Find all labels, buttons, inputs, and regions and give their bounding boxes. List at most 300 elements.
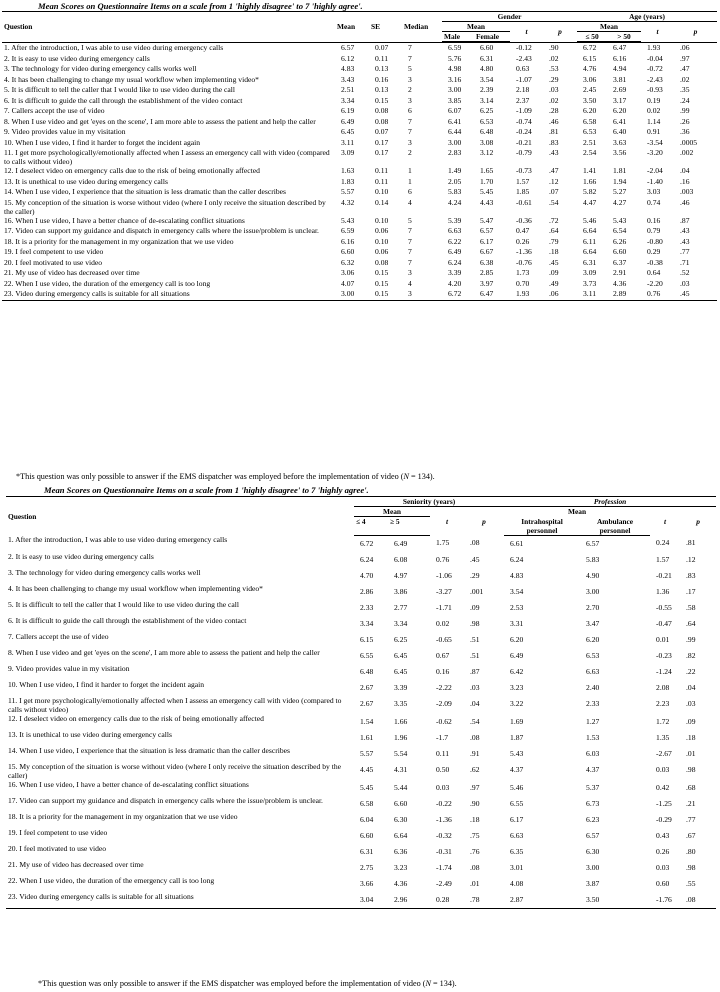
value-cell: .46 <box>549 116 559 126</box>
value-cell: 4.80 <box>480 64 494 73</box>
value-cell: -0.62 <box>436 716 452 726</box>
table-row <box>6 828 716 844</box>
value-cell: 2.37 <box>516 95 530 105</box>
value-cell: 2.39 <box>480 85 494 94</box>
value-cell: -0.38 <box>647 257 663 267</box>
value-cell: 6.72 <box>442 289 474 300</box>
value-cell: 1.83 <box>341 176 355 186</box>
value-cell: 3 <box>402 289 442 300</box>
value-cell: 3.86 <box>394 586 408 596</box>
value-cell: 6.45 <box>394 666 408 676</box>
value-cell: 6.54 <box>613 226 627 235</box>
value-cell: .68 <box>686 782 696 792</box>
t1-header-median: Median <box>402 12 442 42</box>
value-cell: -0.24 <box>516 127 532 136</box>
value-cell: 6.42 <box>510 666 524 676</box>
value-cell: 3.00 <box>335 289 369 300</box>
value-cell: -0.29 <box>656 814 672 824</box>
t2-header-prof-t: t <box>664 516 667 526</box>
value-cell: 4.37 <box>510 764 524 774</box>
value-cell: 3.03 <box>647 187 661 196</box>
question-cell: 12. I deselect video on emergency calls due to the risk of being emotionally affected <box>8 713 264 723</box>
t1-header-se: SE <box>369 12 402 42</box>
value-cell: 0.76 <box>641 289 674 300</box>
value-cell: .22 <box>686 666 696 676</box>
value-cell: 6.64 <box>583 226 597 235</box>
value-cell: 5.46 <box>510 782 524 792</box>
t1-footnote-n: N <box>403 472 409 481</box>
value-cell: 3.14 <box>480 95 494 105</box>
value-cell: 0.70 <box>516 278 530 288</box>
value-cell: .03 <box>549 85 559 94</box>
value-cell: 6.45 <box>394 650 408 660</box>
table-row <box>2 216 717 227</box>
value-cell: .09 <box>686 716 696 726</box>
value-cell: 5.43 <box>341 215 355 225</box>
value-cell: 1.85 <box>516 187 530 196</box>
table-row <box>6 714 716 730</box>
value-cell: 1.66 <box>583 176 597 186</box>
value-cell: .64 <box>686 618 696 628</box>
question-cell: 13. It is unethical to use video during emergency calls <box>4 176 168 186</box>
value-cell: .18 <box>549 247 559 256</box>
question-cell: 1. After the introduction, I was able to use video during emergency calls <box>8 535 228 544</box>
question-cell: 10. When I use video, I find it harder to forget the incident again <box>4 137 201 147</box>
value-cell: 6.59 <box>341 226 355 235</box>
value-cell: .03 <box>470 682 480 692</box>
t2-header-intra: Intrahospital personnel <box>504 517 580 536</box>
value-cell: .04 <box>686 682 696 692</box>
value-cell: -2.09 <box>436 698 452 708</box>
t2-footnote-end: = 134). <box>430 979 457 988</box>
value-cell: 3.22 <box>510 698 524 708</box>
value-cell: 0.24 <box>656 538 670 547</box>
value-cell: -1.06 <box>436 570 452 580</box>
value-cell: 0.13 <box>375 64 389 73</box>
value-cell: 1.14 <box>647 116 661 126</box>
value-cell: 5.27 <box>613 187 627 196</box>
value-cell: 7 <box>408 236 412 246</box>
value-cell: 1 <box>408 176 412 186</box>
question-cell: 14. When I use video, I experience that the situation is less dramatic than the caller describes <box>8 745 290 755</box>
t1-header-age: Age (years) <box>577 12 717 22</box>
value-cell: -1.7 <box>436 732 449 742</box>
value-cell: 3.34 <box>360 618 374 628</box>
question-cell: 17. Video can support my guidance and dispatch in emergency calls where the issue/problem is unclear. <box>4 226 319 235</box>
value-cell: 4 <box>408 197 412 207</box>
value-cell: 2.85 <box>480 268 494 277</box>
value-cell: 6.55 <box>360 650 374 660</box>
value-cell: .04 <box>680 166 690 175</box>
value-cell: 6.38 <box>480 257 494 267</box>
value-cell: 2.69 <box>613 85 627 94</box>
value-cell: 4.07 <box>341 278 355 288</box>
value-cell: 2.77 <box>394 602 408 612</box>
value-cell: 6.20 <box>586 634 600 644</box>
value-cell: -0.32 <box>436 830 452 840</box>
question-cell: 3. The technology for video during emergency calls works well <box>8 567 201 577</box>
table-row <box>2 247 717 258</box>
value-cell: 6.57 <box>586 830 600 840</box>
value-cell: 6.11 <box>583 236 597 246</box>
value-cell: 3.35 <box>394 698 408 708</box>
value-cell: 2.89 <box>607 289 641 300</box>
question-cell: 19. I feel competent to use video <box>4 247 104 256</box>
t2-header-sen-ge5: ≥ 5 <box>388 517 430 536</box>
table-row <box>6 844 716 860</box>
table2-footnote <box>38 979 457 988</box>
table-row <box>2 64 717 75</box>
table1-footnote <box>16 472 435 481</box>
value-cell: .98 <box>686 764 696 774</box>
value-cell: .78 <box>464 892 504 909</box>
value-cell: 3.23 <box>394 862 408 872</box>
value-cell: .08 <box>470 538 480 547</box>
value-cell: -1.71 <box>436 602 452 612</box>
value-cell: 3.11 <box>577 289 607 300</box>
table-row <box>6 568 716 584</box>
value-cell: 3.31 <box>510 618 524 628</box>
table-row <box>6 664 716 680</box>
value-cell: 6.44 <box>448 127 462 136</box>
question-cell: 4. It has been challenging to change my usual workflow when implementing video* <box>4 74 259 84</box>
value-cell: 5.43 <box>613 215 627 225</box>
value-cell: .12 <box>549 176 559 186</box>
value-cell: .18 <box>686 732 696 742</box>
value-cell: .99 <box>686 634 696 644</box>
value-cell: 2 <box>408 148 412 157</box>
question-cell: 9. Video provides value in my visitation <box>4 127 126 136</box>
question-cell: 22. When I use video, the duration of the emergency call is too long <box>8 875 215 885</box>
value-cell: 6.58 <box>583 116 597 126</box>
value-cell: 2.86 <box>360 586 374 596</box>
value-cell: 1.49 <box>448 166 462 175</box>
value-cell: 0.63 <box>516 64 530 73</box>
value-cell: 6.60 <box>480 43 494 52</box>
table2 <box>6 496 716 909</box>
value-cell: -0.21 <box>516 137 532 147</box>
value-cell: 2.51 <box>583 137 597 147</box>
question-cell: 9. Video provides value in my visitation <box>8 663 130 673</box>
value-cell: 0.15 <box>375 268 389 277</box>
t1-header-gender-t: t <box>525 27 528 37</box>
value-cell: 3.87 <box>586 878 600 888</box>
value-cell: .43 <box>680 236 690 246</box>
value-cell: .54 <box>549 197 559 207</box>
value-cell: 4.98 <box>448 64 462 73</box>
value-cell: 6.61 <box>510 538 524 548</box>
value-cell: 1.61 <box>360 732 374 742</box>
value-cell: 0.02 <box>436 618 450 628</box>
value-cell: .52 <box>680 268 690 277</box>
value-cell: -1.25 <box>656 798 672 808</box>
value-cell: .01 <box>686 748 696 758</box>
value-cell: .21 <box>686 798 696 808</box>
table-row <box>6 632 716 648</box>
value-cell: 3.54 <box>480 74 494 84</box>
value-cell: 1.36 <box>656 586 670 596</box>
value-cell: -0.80 <box>647 236 663 246</box>
value-cell: 1.75 <box>436 538 450 547</box>
value-cell: .77 <box>686 814 696 824</box>
question-cell: 15. My conception of the situation is worse without video (where I only receive the situation described by the caller) <box>4 197 326 216</box>
value-cell: .62 <box>470 764 480 774</box>
value-cell: 3.47 <box>586 618 600 628</box>
value-cell: 3.06 <box>583 74 597 84</box>
table2-body <box>6 535 716 908</box>
value-cell: 6.49 <box>510 650 524 660</box>
value-cell: 2.33 <box>360 602 374 612</box>
value-cell: .002 <box>680 148 694 157</box>
value-cell: 0.14 <box>375 197 389 207</box>
value-cell: 0.16 <box>647 215 661 225</box>
value-cell: 6.23 <box>586 814 600 824</box>
value-cell: .55 <box>686 878 696 888</box>
value-cell: 6.41 <box>448 116 462 126</box>
value-cell: .35 <box>680 85 690 94</box>
value-cell: .53 <box>549 64 559 73</box>
value-cell: 3.56 <box>613 148 627 157</box>
t1-header-female: Female <box>474 32 510 42</box>
table-row <box>6 860 716 876</box>
value-cell: -2.43 <box>516 53 532 63</box>
value-cell: 3.43 <box>341 74 355 84</box>
value-cell: 6.20 <box>510 634 524 644</box>
table-row <box>2 96 717 107</box>
value-cell: -0.36 <box>516 215 532 225</box>
value-cell: 2.54 <box>583 148 597 157</box>
value-cell: 2.23 <box>656 698 670 708</box>
value-cell: .72 <box>549 215 559 225</box>
value-cell: 6.45 <box>341 127 355 136</box>
value-cell: 6.15 <box>360 634 374 644</box>
value-cell: 3.00 <box>448 137 462 147</box>
value-cell: 0.10 <box>375 236 389 246</box>
value-cell: -0.93 <box>647 85 663 94</box>
value-cell: .02 <box>680 74 690 84</box>
value-cell: .47 <box>680 64 690 73</box>
value-cell: .87 <box>470 666 480 676</box>
value-cell: 0.15 <box>375 278 389 288</box>
value-cell: 6.16 <box>341 236 355 246</box>
table-row <box>6 696 716 714</box>
value-cell: 2.08 <box>656 682 670 692</box>
t2-header-ambulance: Ambulance personnel <box>580 517 650 536</box>
value-cell: 6.63 <box>448 226 462 235</box>
value-cell: .67 <box>686 830 696 840</box>
value-cell: .36 <box>680 127 690 136</box>
value-cell: .29 <box>470 570 480 580</box>
value-cell: 3.50 <box>580 892 650 909</box>
table-row <box>2 75 717 86</box>
value-cell: 6.48 <box>480 127 494 136</box>
value-cell: 6.36 <box>394 846 408 856</box>
value-cell: .45 <box>470 554 480 564</box>
t1-header-age-t: t <box>656 27 659 37</box>
question-cell: 6. It is difficult to guide the call through the establishment of the video contact <box>4 95 243 105</box>
value-cell: 5.57 <box>360 748 374 758</box>
value-cell: 6.47 <box>474 289 510 300</box>
value-cell: 4.36 <box>394 878 408 888</box>
value-cell: 5 <box>408 215 412 225</box>
value-cell: -0.65 <box>436 634 452 644</box>
value-cell: -0.76 <box>516 257 532 267</box>
t1-header-mean: Mean <box>335 12 369 42</box>
value-cell: 2.75 <box>360 862 374 872</box>
value-cell: .29 <box>549 74 559 84</box>
value-cell: 7 <box>408 53 412 63</box>
value-cell: 2.96 <box>388 892 430 909</box>
value-cell: 3.01 <box>510 862 524 872</box>
value-cell: 3 <box>408 95 412 105</box>
table-row <box>2 166 717 177</box>
value-cell: 1.27 <box>586 716 600 726</box>
table-row <box>6 616 716 632</box>
table-row <box>2 138 717 149</box>
value-cell: .09 <box>549 268 559 277</box>
t1-header-age-p: p <box>693 27 698 37</box>
value-cell: 0.91 <box>647 127 661 136</box>
value-cell: .54 <box>470 716 480 726</box>
value-cell: -0.31 <box>436 846 452 856</box>
value-cell: 0.42 <box>656 782 670 792</box>
t2-header-seniority: Seniority (years) <box>354 497 504 507</box>
value-cell: .28 <box>549 106 559 115</box>
value-cell: -0.23 <box>656 650 672 660</box>
value-cell: 0.50 <box>436 764 450 774</box>
question-cell: 8. When I use video and get 'eyes on the scene', I am more able to assess the patient and help the caller <box>4 116 316 126</box>
value-cell: -1.24 <box>656 666 672 676</box>
value-cell: .09 <box>470 602 480 612</box>
value-cell: 5.83 <box>586 554 600 564</box>
value-cell: .03 <box>686 698 696 708</box>
value-cell: 0.15 <box>375 95 389 105</box>
value-cell: .47 <box>549 166 559 175</box>
value-cell: 4.31 <box>394 764 408 774</box>
value-cell: 3.63 <box>613 137 627 147</box>
question-cell: 8. When I use video and get 'eyes on the scene', I am more able to assess the patient and help the caller <box>8 647 320 657</box>
value-cell: 1.65 <box>480 166 494 175</box>
value-cell: 1.53 <box>586 732 600 742</box>
value-cell: 1.73 <box>516 268 530 277</box>
value-cell: 1.57 <box>516 176 530 186</box>
value-cell: 6.19 <box>341 106 355 115</box>
value-cell: 1.87 <box>510 732 524 742</box>
value-cell: 5 <box>408 64 412 73</box>
value-cell: 6.72 <box>583 43 597 52</box>
value-cell: 0.06 <box>375 247 389 256</box>
value-cell: 6.63 <box>510 830 524 840</box>
value-cell: 4 <box>408 278 412 288</box>
value-cell: -0.04 <box>647 53 663 63</box>
table-row <box>2 54 717 65</box>
value-cell: 2 <box>408 85 412 94</box>
value-cell: 6.32 <box>341 257 355 267</box>
value-cell: 0.01 <box>656 634 670 644</box>
value-cell: .87 <box>680 215 690 225</box>
value-cell: 0.74 <box>647 197 661 207</box>
table-row <box>6 812 716 828</box>
t2-footnote-n: N <box>425 979 431 988</box>
value-cell: 6.49 <box>341 116 355 126</box>
value-cell: -0.55 <box>656 602 672 612</box>
value-cell: -3.20 <box>647 148 663 157</box>
value-cell: 0.60 <box>656 878 670 888</box>
value-cell: 6.24 <box>360 554 374 564</box>
value-cell: .46 <box>680 197 690 207</box>
value-cell: 2.45 <box>583 85 597 94</box>
value-cell: -0.79 <box>516 148 532 157</box>
value-cell: 3.39 <box>448 268 462 277</box>
t1-header-male: Male <box>442 32 474 42</box>
value-cell: 3.17 <box>613 95 627 105</box>
value-cell: 4.45 <box>360 764 374 774</box>
value-cell: 5.54 <box>394 748 408 758</box>
table-row <box>6 680 716 696</box>
value-cell: -2.22 <box>436 682 452 692</box>
value-cell: 2.51 <box>341 85 355 94</box>
value-cell: .03 <box>680 278 690 288</box>
value-cell: 2.67 <box>360 682 374 692</box>
value-cell: 6.67 <box>480 247 494 256</box>
value-cell: .98 <box>686 862 696 872</box>
value-cell: 3 <box>408 137 412 147</box>
value-cell: 6.30 <box>394 814 408 824</box>
value-cell: 7 <box>408 257 412 267</box>
value-cell: 6.53 <box>586 650 600 660</box>
value-cell: 3.16 <box>448 74 462 84</box>
question-cell: 16. When I use video, I have a better chance of de-escalating conflict situations <box>8 779 249 789</box>
value-cell: .98 <box>470 618 480 628</box>
table1 <box>2 11 717 301</box>
value-cell: 6.30 <box>586 846 600 856</box>
value-cell: 1.35 <box>656 732 670 742</box>
value-cell: -0.73 <box>516 166 532 175</box>
question-cell: 2. It is easy to use video during emergency calls <box>8 551 154 561</box>
value-cell: 0.47 <box>516 226 530 235</box>
value-cell: 6.55 <box>510 798 524 808</box>
value-cell: .97 <box>680 53 690 63</box>
value-cell: 6.40 <box>613 127 627 136</box>
value-cell: 5.76 <box>448 53 462 63</box>
table-row <box>2 148 717 166</box>
question-cell: 12. I deselect video on emergency calls due to the risk of being emotionally affected <box>4 166 260 175</box>
value-cell: 2.70 <box>586 602 600 612</box>
question-cell: 18. It is a priority for the management in my organization that we use video <box>4 236 234 246</box>
value-cell: 5.46 <box>583 215 597 225</box>
value-cell: -0.21 <box>656 570 672 580</box>
value-cell: 5.37 <box>586 782 600 792</box>
table-row <box>6 796 716 812</box>
value-cell: -1.74 <box>436 862 452 872</box>
value-cell: 6.73 <box>586 798 600 808</box>
value-cell: -0.74 <box>516 116 532 126</box>
value-cell: 2.87 <box>504 892 580 909</box>
value-cell: 6.48 <box>360 666 374 676</box>
value-cell: 4.20 <box>448 278 462 288</box>
value-cell: 0.03 <box>656 862 670 872</box>
value-cell: 3.00 <box>586 586 600 596</box>
value-cell: 4.36 <box>613 278 627 288</box>
question-cell: 14. When I use video, I experience that the situation is less dramatic than the caller describes <box>4 187 286 196</box>
value-cell: 0.28 <box>430 892 464 909</box>
t2-header-sen-mean: Mean <box>354 507 430 517</box>
value-cell: 0.16 <box>375 74 389 84</box>
question-cell: 20. I feel motivated to use video <box>4 257 103 267</box>
value-cell: 6.60 <box>613 247 627 256</box>
question-cell: 19. I feel competent to use video <box>8 827 108 837</box>
value-cell: .45 <box>674 289 717 300</box>
